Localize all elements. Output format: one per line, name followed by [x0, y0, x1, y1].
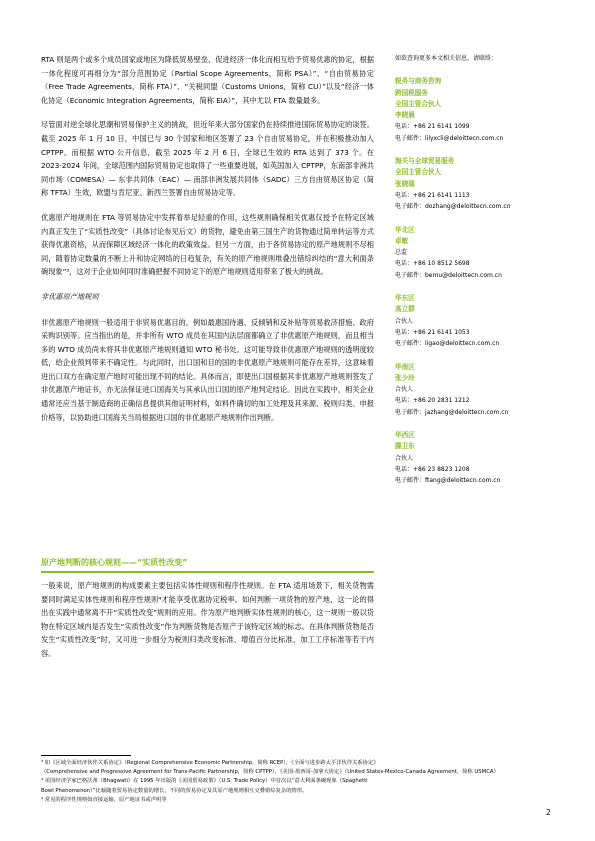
body-paragraph: 尽管面对逆全球化思潮和贸易保护主义的挑战，但近年来大部分国家仍在持续推进国际贸易协定的谈签。截至 2025 年 1 月 10 日，中国已与 30 个国家和地区签署了 23 个自由贸易协定，并在积极推动加入 CPTPP。而根据 WTO 公开信息，截至 2025 年 2 月 6 日，全球已生效的 RTA 达到了 373 个。在 2023-2024 年间，全球范围内国际贸易协定也取得了一些重要进展，如英国加入 CPTPP，东南部非洲共同市场（COMESA）— 东非共同体（EAC）— 南部非洲发展共同体（SADC）三方自由贸易区协定（简称 TFTA）生效，欧盟与肯尼亚、新西兰签署自由贸易协定等。	[41, 120, 374, 198]
contact-name: 张少玲	[395, 373, 415, 382]
contact-phone: 电话：+86 21 6141 1113	[395, 191, 470, 199]
contact-name: 李晓晨	[395, 111, 415, 120]
section-title: 原产地判断的核心规则——“实质性改变”	[41, 558, 188, 567]
contact-phone: 电话：+86 23 8823 1208	[395, 465, 470, 473]
body-paragraph: RTA 则是两个或多个成员国家或地区为降低贸易壁垒、促进经济一体化而相互给予贸易优惠的协定，根据一体化程度可再细分为“部分范围协定（Partial Scope Agreements，简称 PSA）”、“自由贸易协定（Free Trade Agreements，简称 FTA）”、“关税同盟（Customs Unions，简称 CU）”以及“经济一体化协定（Economic Integration Agreements，简称 EIA）”，其中尤以 FTA 数量最多。	[41, 55, 374, 105]
contact-title: 总监	[395, 249, 408, 257]
contact-email[interactable]: 电子邮件：jazhang@deloittecn.com.cn	[395, 408, 509, 416]
contact-name: 卓敏	[395, 236, 409, 245]
contact-name: 高立群	[395, 305, 415, 314]
section-divider	[41, 571, 374, 573]
body-paragraph: 一般来说，原产地规则的构成要素主要包括实体性规则和程序性规则。在 FTA 适用场景下，相关货物需要同时满足实体性规则和程序性规则⁴才能享受优惠协定税率。如何判断一项货物的原产地，这一论的得出在实践中通常离不开“实质性改变”规则的应用。作为原产地判断实体性规则的核心，这一规则一般以货物在特定区域内是否发生“实质性改变”作为判断货物是否原产于该特定区域的标志。在具体判断货物是否发生“实质性改变”时，又可进一步细分为税则归类改变标准、增值百分比标准、加工工序标准等若干内容。	[41, 581, 374, 658]
contact-title: 合伙人	[395, 386, 414, 394]
body-paragraph: 优惠原产地规则在 FTA 等贸易协定中发挥着举足轻重的作用，这些规则确保相关优惠仅授予在特定区域内真正发生了“实质性改变”（具体讨论参见后文）的货物，避免由第三国生产的货物通过简单转运等方式获得优惠资格，从而保障区域经济一体化的政策效益。但另一方面，由于各贸易协定的原产地规则不尽相同，随着协定数量的不断上升和协定网络的日趋复杂，有关的原产地规则堆叠出错综纠结的“意大利面条碗现象”³，这对于企业如何同时准确把握不同协定下的原产地规则适用带来了极大的挑战。	[41, 212, 374, 277]
contact-phone: 电话：+86 21 6141 1053	[395, 328, 470, 336]
contact-block	[395, 362, 565, 418]
region-label: 华南区	[395, 362, 415, 371]
contact-email[interactable]: 电子邮件：dozhang@deloittecn.com.cn	[395, 203, 511, 211]
contact-name: 张晓瑞	[395, 179, 415, 188]
footnote: ⁴ 常见的程序性规则如直接运输、原产地证书或声明等	[41, 796, 167, 803]
contact-department: 海关与全球贸易服务	[395, 157, 455, 166]
contact-phone: 电话：+86 20 2831 1212	[395, 397, 470, 405]
contact-email[interactable]: 电子邮件：ligao@deloittecn.com.cn	[395, 340, 500, 348]
contact-email[interactable]: 电子邮件：lilyxcli@deloittecn.com.cn	[395, 134, 504, 142]
footnotes	[41, 759, 561, 805]
page-number: 2	[546, 808, 551, 817]
footnote: （Comprehensive and Progressive Agreement for Trans-Pacific Partnership，简称 CPTPP），《美国-墨西哥-加拿大协定》（United States-Mexico-Canada Agreement，简称 USMCA）	[41, 769, 499, 776]
footnote: ³ 如《区域全面经济伙伴关系协定》（Regional Comprehensive Economic Partnership，简称 RCEP），《全面与进步跨太平洋伙伴关系协定》	[41, 760, 379, 766]
sidebar-intro: 如欲查询更多本文相关信息，请联络：	[395, 55, 498, 62]
contact-department: 跨国税服务	[395, 88, 428, 97]
contact-block	[395, 156, 565, 212]
section-body	[41, 579, 374, 661]
region-label: 华西区	[395, 431, 415, 440]
main-column	[41, 53, 374, 435]
contact-email[interactable]: 电子邮件：ftang@deloittecn.com.cn	[395, 477, 501, 485]
contact-name: 滕卫东	[395, 442, 415, 451]
contact-block	[395, 430, 565, 486]
contact-email[interactable]: 电子邮件：bemu@deloittecn.com.cn	[395, 271, 502, 279]
contact-role: 全国主管合伙人	[395, 168, 442, 177]
footnote-rule	[41, 755, 131, 756]
contact-title: 合伙人	[395, 454, 414, 462]
footnote: Bowl Phenomenon）”比喻随着贸易协定数量的增长，不同的贸易协定及其原产地规则相互交叠错综复杂的情形。	[41, 787, 308, 794]
body-paragraph: 非优惠原产地规则一般适用于非贸易优惠目的，例如最惠国待遇、反倾销和反补贴等贸易救济措施、政府采购识别等。应当指出的是，并非所有 WTO 成员在其国内法层面都确立了非优惠原产地规则，而且相当多的 WTO 成员尚未将其非优惠原产地规则通知 WTO 秘书处。这可能导致非优惠原产地规则的透明度较低，给企业预判带来不确定性。与此同时，出口国和目的国的非优惠原产地规则可能存在差异，这意味着进出口双方在确定原产地时可能出现不同的结论。具体而言，即使出口国根据其非优惠原产地规则签发了非优惠原产地证书，亦无法保证进口国海关与其承认出口国的原产地判定结论。因此在实践中，相关企业通常还应当基于制造商的正确信息提供其他证明材料，如料件确切的加工处理及其来源、税则归类、申报价格等，以协助进口国海关当局根据进口国的非优惠原产地规则作出判断。	[41, 317, 374, 422]
contact-block	[395, 293, 565, 349]
region-label: 华北区	[395, 225, 415, 234]
region-label: 华东区	[395, 294, 415, 303]
contact-role: 全国主管合伙人	[395, 99, 442, 108]
contact-block	[395, 76, 565, 144]
contact-phone: 电话：+86 10 8512 5698	[395, 260, 470, 268]
contact-department: 税务与商务咨询	[395, 77, 442, 86]
contact-sidebar	[395, 53, 565, 499]
contact-title: 合伙人	[395, 317, 414, 325]
contact-block	[395, 225, 565, 281]
contact-phone: 电话：+86 21 6141 1099	[395, 123, 470, 131]
subheading: 非优惠原产地规则	[41, 291, 99, 301]
footnote: ⁴ 美国经济学家巴格沃蒂（Bhagwati）在 1995 年出版的《美国贸易政策》（U.S. Trade Policy）中首次以“意大利面条碗现象（Spaghetti	[41, 778, 368, 785]
